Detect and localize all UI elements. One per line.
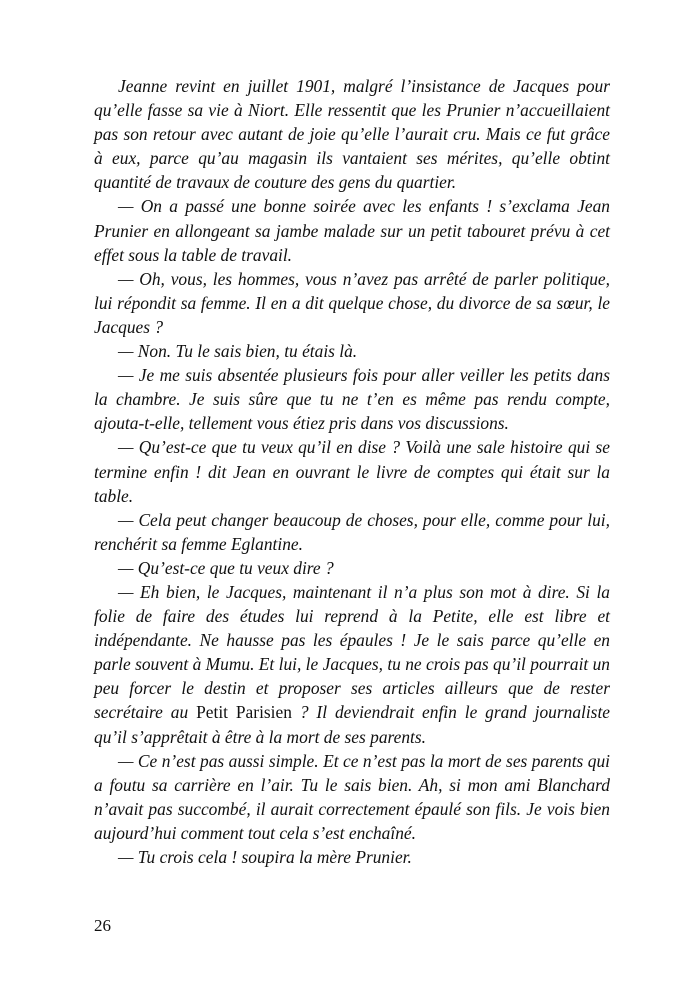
paragraph-what-mean: — Qu’est-ce que tu veux dire ?: [118, 557, 334, 578]
paragraph-what-say: — Qu’est-ce que tu veux qu’il en dise ? Voilà une sale histoire qui se termine enfin ! dit Jean en ouvrant le livre de comptes qui était sur la table.: [94, 437, 610, 506]
paragraph-wife-reply: — Oh, vous, les hommes, vous n’avez pas arrêté de parler politique, lui répondit sa femme. Il en a dit quelque chose, du divorce de sa sœur, le Jacques ?: [94, 268, 610, 337]
page-number: 26: [94, 916, 111, 935]
paragraph-eh-bien-part1: — Eh bien, le Jacques, maintenant il n’a plus son mot à dire. Si la folie de faire des études lui reprend à la Petite, elle est libre et indépendante. Ne hausse pas les épaules ! Je le sais parce qu’elle en parle souvent à Mumu. Et lui, le Jacques, tu ne crois pas qu’il pourrait un peu forcer le destin et proposer ses articles ailleurs que de rester secrétaire au: [94, 581, 610, 723]
paragraph-absentee: — Je me suis absentée plusieurs fois pour aller veiller les petits dans la chambre. Je suis sûre que tu ne t’en es même pas rendu compte, ajouta-t-elle, tellement vous étiez pris dans vos discussions.: [94, 365, 610, 434]
paragraph-eh-bien: [94, 580, 610, 749]
paragraph-non: — Non. Tu le sais bien, tu étais là.: [118, 341, 358, 362]
paragraph-jeanne-return: Jeanne revint en juillet 1901, malgré l’insistance de Jacques pour qu’elle fasse sa vie à Niort. Elle ressentit que les Prunier n’accueillaient pas son retour avec autant de joie qu’elle l’aurait cru. Mais ce fut grâce à eux, parce qu’au magasin ils vantaient ses mérites, qu’elle obtint quantité de travaux de couture des gens du quartier.: [94, 76, 610, 193]
paragraph-tu-crois: — Tu crois cela ! soupira la mère Prunier.: [118, 847, 412, 867]
paragraph-eh-bien-part2: ? Il deviendrait enfin le grand journaliste qu’il s’apprêtait à être à la mort de ses parents.: [94, 702, 611, 747]
paragraph-change-things: — Cela peut changer beaucoup de choses, pour elle, comme pour lui, renchérit sa femme Eglantine.: [94, 509, 610, 554]
paragraph-jean-exclaim: — On a passé une bonne soirée avec les enfants ! s’exclama Jean Prunier en allongeant sa jambe malade sur un petit tabouret prévu à cet effet sous la table de travail.: [94, 196, 610, 265]
page-body: [94, 74, 610, 869]
newspaper-title: Petit Parisien: [196, 702, 292, 723]
paragraph-not-simple: — Ce n’est pas aussi simple. Et ce n’est pas la mort de ses parents qui a foutu sa carrière en l’air. Tu le sais bien. Ah, si mon ami Blanchard n’avait pas succombé, il aurait correctement épaulé son fils. Je vois bien aujourd’hui comment tout cela s’est enchaîné.: [94, 750, 610, 843]
